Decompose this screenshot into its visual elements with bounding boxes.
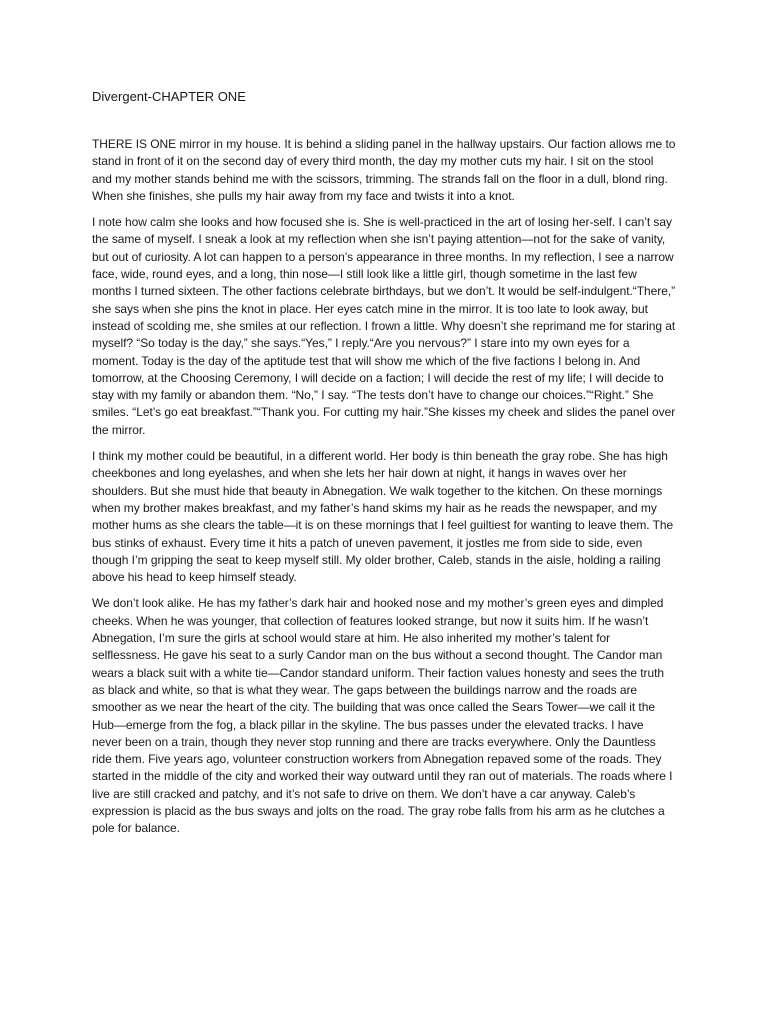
paragraph-3: I think my mother could be beautiful, in a different world. Her body is thin beneath the gray robe. She has high cheekbones and long eyelashes, and when she lets her hair down at night, it hangs in waves over her shoulders. But she must hide that beauty in Abnegation. We walk together to the kitchen. On these mornings when my brother makes breakfast, and my father’s hand skims my hair as he reads the newspaper, and my mother hums as she clears the table—it is on these mornings that I feel guiltiest for wanting to leave them. The bus stinks of exhaust. Every time it hits a patch of uneven pavement, it jostles me from side to side, even though I’m gripping the seat to keep myself still. My older brother, Caleb, stands in the aisle, holding a railing above his head to keep himself steady. (92, 449, 674, 585)
paragraph-4: We don’t look alike. He has my father’s dark hair and hooked nose and my mother’s green eyes and dimpled cheeks. When he was younger, that collection of features looked strange, but now it suits him. If he wasn’t Abnegation, I’m sure the girls at school would stare at him. He also inherited my mother’s talent for selflessness. He gave his seat to a surly Candor man on the bus without a second thought. The Candor man wears a black suit with a white tie—Candor standard uniform. Their faction values honesty and sees the truth as black and white, so that is what they wear. The gaps between the buildings narrow and the roads are smoother as we near the heart of the city. The building that was once called the Sears Tower—we call it the Hub—emerge from the fog, a black pillar in the skyline. The bus passes under the elevated tracks. I have never been on a train, though they never stop running and there are tracks everywhere. Only the Dauntless ride them. Five years ago, volunteer construction workers from Abnegation repaved some of the roads. They started in the middle of the city and worked their way outward until they ran out of materials. The roads where I live are still cracked and patchy, and it’s not safe to drive on them. We don’t have a car anyway. Caleb’s expression is placid as the bus sways and jolts on the road. The gray robe falls from his arm as he clutches a pole for balance. (92, 596, 673, 836)
paragraph-2: I note how calm she looks and how focused she is. She is well-practiced in the art of losing her-self. I can’t say the same of myself. I sneak a look at my reflection when she isn’t paying attention—not for the sake of vanity, but out of curiosity. A lot can happen to a person’s appearance in three months. In my reflection, I see a narrow face, wide, round eyes, and a long, thin nose—I still look like a little girl, though sometime in the last few months I turned sixteen. The other factions celebrate birthdays, but we don’t. It would be self-indulgent.“There,” she says when she pins the knot in place. Her eyes catch mine in the mirror. It is too late to look away, but instead of scolding me, she smiles at our reflection. I frown a little. Why doesn’t she reprimand me for staring at myself? “So today is the day,” she says.“Yes,” I reply.“Are you nervous?” I stare into my own eyes for a moment. Today is the day of the aptitude test that will show me which of the five factions I belong in. And tomorrow, at the Choosing Ceremony, I will decide on a faction; I will decide the rest of my life; I will decide to stay with my family or abandon them. “No,” I say. “The tests don’t have to change our choices.”“Right.” She smiles. “Let’s go eat breakfast.”“Thank you. For cutting my hair.”She kisses my cheek and slides the panel over the mirror. (92, 215, 676, 437)
document-heading: Divergent-CHAPTER ONE (92, 89, 246, 104)
document-body (92, 136, 676, 847)
paragraph-1: THERE IS ONE mirror in my house. It is behind a sliding panel in the hallway upstairs. Our faction allows me to stand in front of it on the second day of every third month, the day my mother cuts my hair. I sit on the stool and my mother stands behind me with the scissors, trimming. The strands fall on the floor in a dull, blond ring. When she finishes, she pulls my hair away from my face and twists it into a knot. (92, 137, 676, 203)
document-page (92, 0, 676, 1024)
